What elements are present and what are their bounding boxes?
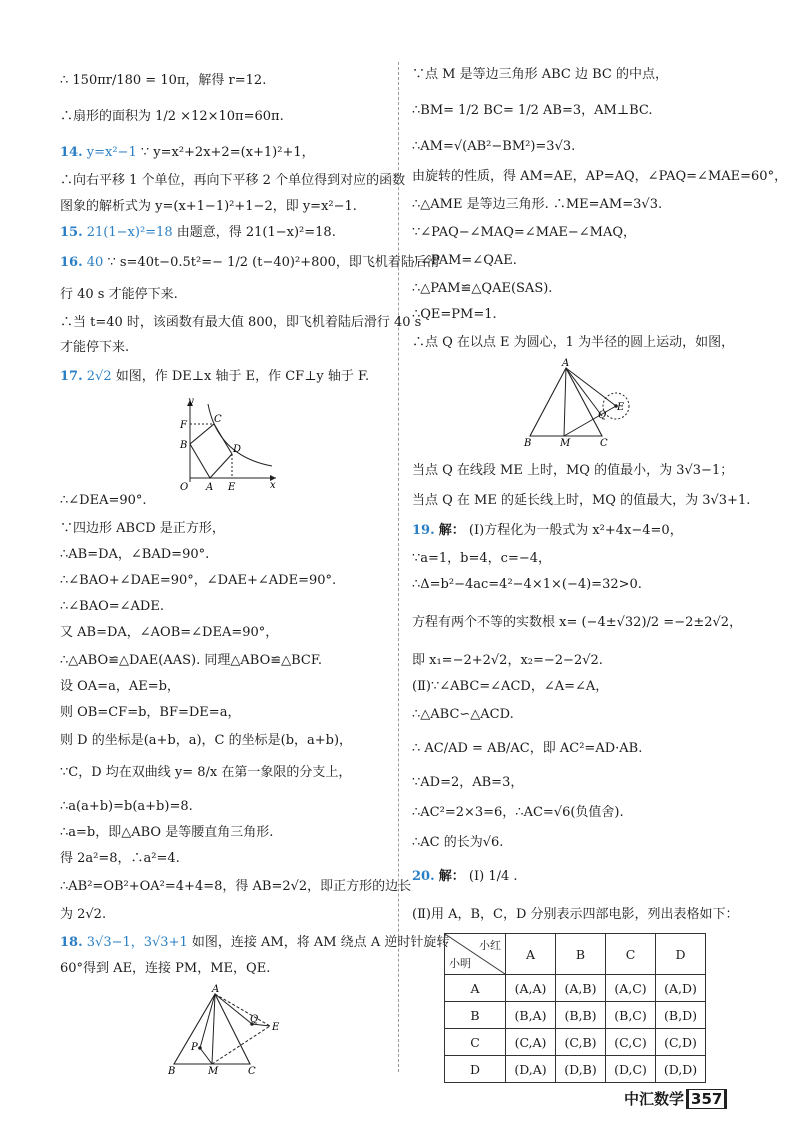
q17-head	[60, 368, 369, 386]
page-number: 357	[686, 1089, 727, 1109]
q18-head	[60, 934, 449, 952]
label-f: F	[180, 420, 187, 431]
r-line11: 当点 Q 在线段 ME 上时，MQ 的值最小，为 3√3−1；	[412, 463, 734, 478]
segment-aq	[566, 368, 602, 416]
table-col-head: B	[556, 934, 606, 975]
q17-line5: ∴∠BAO+∠DAE=90°，∠DAE+∠ADE=90°.	[60, 573, 337, 588]
table-cell: (A,B)	[556, 975, 606, 1002]
q16-answer: 40	[86, 255, 104, 270]
q14-line3: 图象的解析式为 y=(x+1−1)²+1−2，即 y=x²−1.	[60, 199, 357, 214]
q17-line16: ∴AB²=OB²+OA²=4+4=8，得 AB=2√2，即正方形的边长	[60, 879, 412, 894]
point-p	[198, 1046, 202, 1050]
table-cell: (B,D)	[656, 1002, 706, 1029]
table-corner-cell	[445, 934, 506, 975]
q20-number: 20.	[412, 869, 435, 884]
q19-line1: (Ⅰ)方程化为一般式为 x²+4x−4=0，	[468, 523, 683, 538]
table-row	[445, 975, 706, 1002]
q17-line3: ∵四边形 ABCD 是正方形，	[60, 521, 225, 536]
r-line3: ∴AM=√(AB²−BM²)=3√3.	[412, 139, 576, 154]
q17-number: 17.	[60, 369, 83, 384]
table-cell: (D,D)	[656, 1056, 706, 1083]
q16-number: 16.	[60, 255, 83, 270]
q17-line17: 为 2√2.	[60, 907, 107, 922]
q19-line8: ∴ AC/AD = AB/AC，即 AC²=AD·AB.	[412, 741, 643, 756]
table-cell: (D,A)	[506, 1056, 556, 1083]
table-cell: (B,B)	[556, 1002, 606, 1029]
table-row	[445, 1002, 706, 1029]
r-line12: 当点 Q 在 ME 的延长线上时，MQ 的值最大，为 3√3+1.	[412, 493, 751, 508]
label-e: E	[617, 402, 625, 413]
q14-head	[60, 144, 315, 162]
corner-col-head: 小红	[479, 939, 501, 952]
outcome-table	[444, 933, 706, 1083]
segment-ae	[566, 368, 616, 406]
q15-number: 15.	[60, 225, 83, 240]
table-header-row	[445, 934, 706, 975]
q17-line8: ∴△ABO≌△DAE(AAS). 同理△ABO≌△BCF.	[60, 653, 322, 668]
q20-line2: (Ⅱ)用 A，B，C，D 分别表示四部电影，列出表格如下：	[412, 907, 739, 922]
label-e: E	[228, 482, 236, 493]
q19-line10: ∴AC²=2×3=6，∴AC=√6(负值舍).	[412, 805, 624, 820]
table-row	[445, 1056, 706, 1083]
sector-area-line: ∴扇形的面积为 1/2 ×12×10π=60π.	[60, 109, 284, 124]
label-a: A	[206, 482, 214, 493]
q19-label: 解：	[438, 523, 465, 538]
r-line2: ∴BM= 1/2 BC= 1/2 AB=3，AM⊥BC.	[412, 103, 653, 118]
r-line10: ∴点 Q 在以点 E 为圆心，1 为半径的圆上运动，如图，	[412, 335, 735, 350]
q19-line7: ∴△ABC∽△ACD.	[412, 707, 514, 722]
segment-me	[564, 406, 616, 436]
label-c: C	[214, 414, 222, 425]
q19-head	[412, 522, 683, 540]
label-x: x	[270, 480, 276, 491]
table-row-head: A	[445, 975, 506, 1002]
r-line1: ∵点 M 是等边三角形 ABC 边 BC 的中点，	[412, 67, 668, 82]
figure-square-hyperbola	[168, 396, 278, 493]
figure-circle-locus	[522, 358, 652, 449]
label-c: C	[248, 1066, 256, 1077]
q17-line12: ∵C，D 均在双曲线 y= 8/x 在第一象限的分支上，	[60, 765, 352, 780]
q14-number: 14.	[60, 145, 83, 160]
q15-answer: 21(1−x)²=18	[86, 225, 173, 240]
q17-line1: 如图，作 DE⊥x 轴于 E，作 CF⊥y 轴于 F.	[115, 369, 370, 384]
q19-line6: (Ⅱ)∵∠ABC=∠ACD，∠A=∠A，	[412, 679, 609, 694]
sector-arc-line: ∴ 150πr/180 = 10π，解得 r=12.	[60, 73, 267, 88]
q19-line11: ∴AC 的长为√6.	[412, 835, 504, 850]
table-cell: (B,C)	[606, 1002, 656, 1029]
table-col-head: C	[606, 934, 656, 975]
label-a: A	[562, 358, 570, 369]
table-row-head: B	[445, 1002, 506, 1029]
q17-line9: 设 OA=a，AE=b，	[60, 679, 180, 694]
q17-line6: ∴∠BAO=∠ADE.	[60, 599, 164, 614]
q17-line10: 则 OB=CF=b，BF=DE=a，	[60, 705, 241, 720]
q16-line4: 才能停下来.	[60, 340, 130, 355]
table-cell: (C,A)	[506, 1029, 556, 1056]
q19-line5: 即 x₁=−2+2√2，x₂=−2−2√2.	[412, 653, 603, 668]
q17-line14: ∴a=b，即△ABO 是等腰直角三角形.	[60, 825, 274, 840]
q17-line7: 又 AB=DA，∠AOB=∠DEA=90°，	[60, 625, 279, 640]
q18-answer: 3√3−1，3√3+1	[86, 935, 188, 950]
label-m: M	[208, 1066, 219, 1077]
table-row-head: C	[445, 1029, 506, 1056]
q17-line15: 得 2a²=8，∴a²=4.	[60, 851, 180, 866]
segment-am	[564, 368, 566, 436]
table-row-head: D	[445, 1056, 506, 1083]
label-p: P	[191, 1042, 198, 1053]
q20-head	[412, 868, 518, 886]
label-q: Q	[250, 1014, 259, 1025]
q16-line1: ∵ s=40t−0.5t²=− 1/2 (t−40)²+800，即飞机着陆后滑	[107, 255, 440, 270]
label-b: B	[524, 438, 532, 449]
q19-line3: ∴Δ=b²−4ac=4²−4×1×(−4)=32>0.	[412, 577, 642, 592]
label-c: C	[600, 438, 608, 449]
label-b: B	[168, 1066, 176, 1077]
label-a: A	[212, 984, 220, 995]
q19-line9: ∵AD=2，AB=3，	[412, 775, 524, 790]
q17-line2: ∴∠DEA=90°.	[60, 493, 147, 508]
label-o: O	[180, 482, 189, 493]
table-cell: (C,B)	[556, 1029, 606, 1056]
corner-row-head: 小明	[449, 957, 471, 970]
segment-pm	[200, 1048, 212, 1064]
q20-line1: (Ⅰ) 1/4 .	[468, 869, 518, 884]
square-abcd	[190, 424, 232, 478]
q17-line4: ∴AB=DA，∠BAD=90°.	[60, 547, 210, 562]
q16-head	[60, 254, 440, 272]
label-m: M	[560, 438, 571, 449]
q16-line3: ∴当 t=40 时，该函数有最大值 800，即飞机着陆后滑行 40 s	[60, 315, 422, 330]
table-col-head: A	[506, 934, 556, 975]
q14-answer: y=x²−1	[86, 145, 137, 160]
label-e: E	[272, 1022, 280, 1033]
r-line7: ∴∠PAM=∠QAE.	[412, 253, 517, 268]
table-cell: (D,C)	[606, 1056, 656, 1083]
table-cell: (A,D)	[656, 975, 706, 1002]
q18-line1: 如图，连接 AM，将 AM 绕点 A 逆时针旋转	[191, 935, 450, 950]
column-divider	[398, 62, 399, 1072]
table-cell: (B,A)	[506, 1002, 556, 1029]
q18-number: 18.	[60, 935, 83, 950]
q19-line4: 方程有两个不等的实数根 x= (−4±√32)/2 =−2±2√2，	[412, 615, 743, 630]
table-row	[445, 1029, 706, 1056]
figure-triangle-rotation	[160, 986, 290, 1076]
label-b: B	[180, 440, 188, 451]
label-y: y	[188, 396, 194, 407]
q14-line2: ∴向右平移 1 个单位，再向下平移 2 个单位得到对应的函数	[60, 173, 406, 188]
q16-line2: 行 40 s 才能停下来.	[60, 287, 178, 302]
table-cell: (D,B)	[556, 1056, 606, 1083]
q19-number: 19.	[412, 523, 435, 538]
table-cell: (C,D)	[656, 1029, 706, 1056]
q19-line2: ∵a=1，b=4，c=−4，	[412, 551, 552, 566]
page-footer	[624, 1088, 727, 1109]
q18-line2: 60°得到 AE，连接 PM，ME，QE.	[60, 961, 271, 976]
table-cell: (A,C)	[606, 975, 656, 1002]
r-line6: ∵∠PAQ−∠MAQ=∠MAE−∠MAQ，	[412, 225, 637, 240]
q17-line11: 则 D 的坐标是(a+b，a)，C 的坐标是(b，a+b)，	[60, 733, 353, 748]
q15-text: 由题意，得 21(1−x)²=18.	[176, 225, 336, 240]
table-col-head: D	[656, 934, 706, 975]
q14-line1: ∵ y=x²+2x+2=(x+1)²+1，	[140, 145, 315, 160]
q17-line13: ∴a(a+b)=b(a+b)=8.	[60, 799, 193, 814]
q17-answer: 2√2	[86, 369, 112, 384]
table-cell: (C,C)	[606, 1029, 656, 1056]
r-line4: 由旋转的性质，得 AM=AE，AP=AQ，∠PAQ=∠MAE=60°，	[412, 169, 788, 184]
footer-brand: 中汇数学	[624, 1090, 685, 1108]
label-q: Q	[598, 410, 607, 421]
table-cell: (A,A)	[506, 975, 556, 1002]
r-line8: ∴△PAM≌△QAE(SAS).	[412, 281, 553, 296]
r-line9: ∴QE=PM=1.	[412, 307, 497, 322]
q15-head	[60, 224, 336, 242]
q20-label: 解：	[438, 869, 465, 884]
r-line5: ∴△AME 是等边三角形. ∴ME=AM=3√3.	[412, 197, 663, 212]
segment-aq	[215, 994, 252, 1024]
label-d: D	[233, 444, 242, 455]
